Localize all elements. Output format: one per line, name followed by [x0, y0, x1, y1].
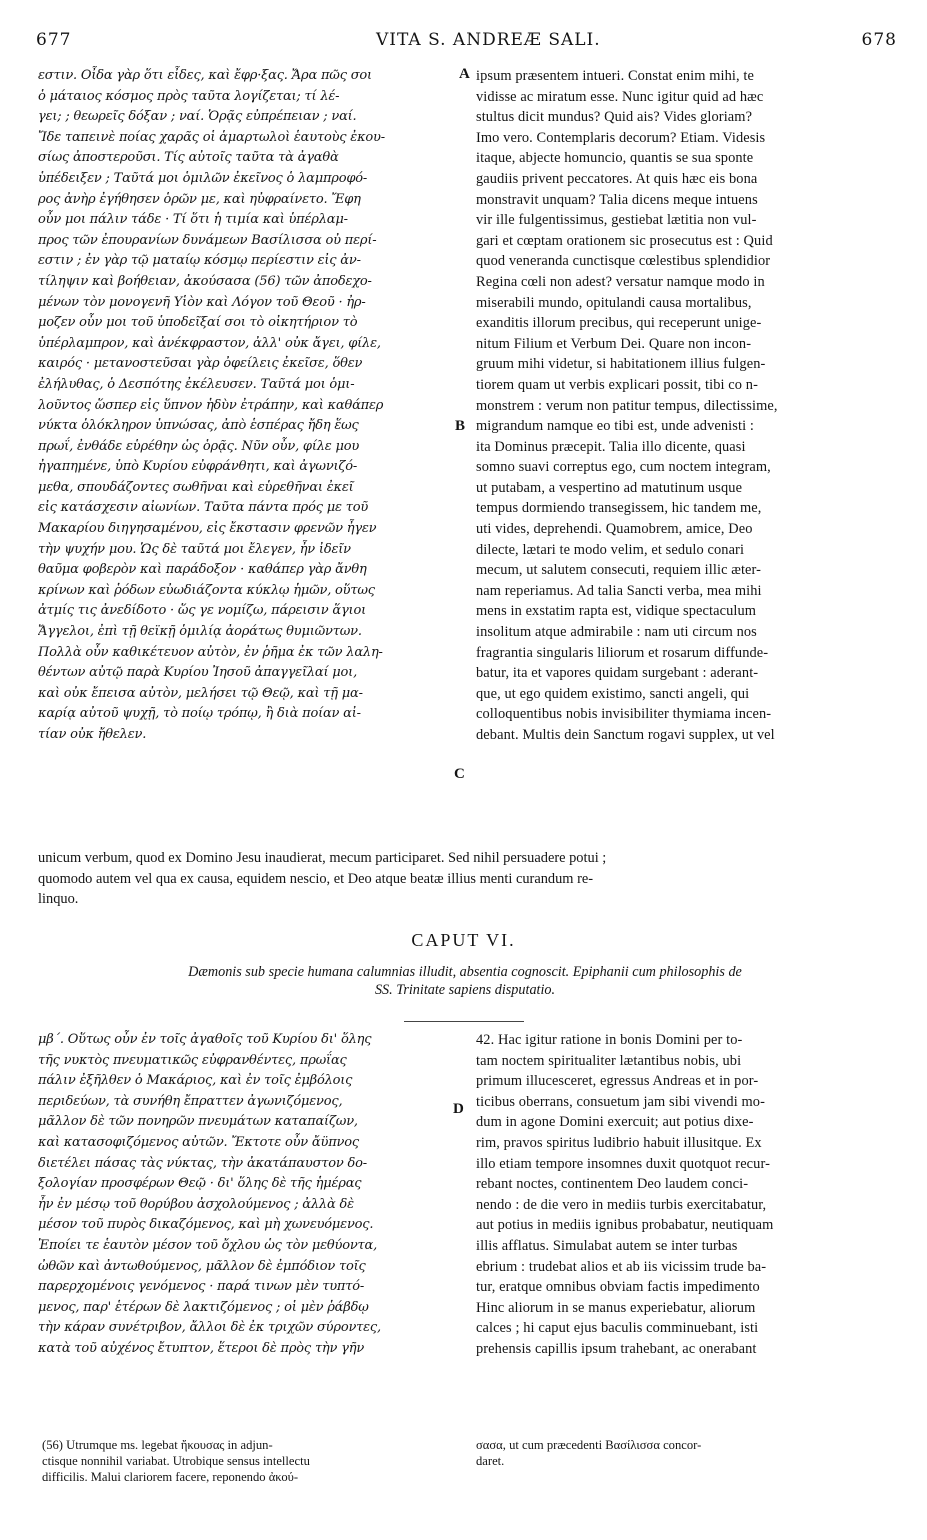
text-line: fragrantia singularis liliorum et rosarum diffunde-: [476, 644, 769, 661]
chapter-subtitle-line: Dæmonis sub specie humana calumnias illudit, absentia cognoscit. Epiphanii cum philosophis de: [188, 964, 742, 980]
chapter-title: CAPUT VI.: [411, 930, 516, 950]
text-line: rim, pravos spiritus ludibrio habuit illusitque. Ex: [476, 1134, 762, 1151]
text-line: vidisse ac miratum esse. Nunc igitur quid ad hæc: [476, 88, 764, 105]
text-line: linquo.: [38, 891, 79, 908]
text-line: μέσον τοῦ πυρὸς δικαζόμενος, καὶ μὴ χωνευόμενος.: [38, 1217, 374, 1233]
footnote-left: [42, 1437, 452, 1485]
text-line: καρίᾳ αὐτοῦ ψυχῇ, τὸ ποίῳ τρόπῳ, ἢ διὰ ποίαν αἰ-: [38, 706, 361, 722]
right-page-number: 678: [861, 30, 897, 50]
text-line: stultus dicit mundus? Quid ais? Vides gloriam?: [476, 109, 753, 126]
text-line: gruum mihi videtur, si habitationem illius fulgen-: [476, 356, 766, 373]
margin-marker-b: B: [455, 418, 466, 434]
latin-full-width-paragraph: [38, 848, 888, 910]
text-line: τὴν κάραν συνέτριβον, ἄλλοι δὲ ἐκ τριχῶν σύροντες,: [38, 1320, 381, 1336]
text-line: nam reperiamus. Ad talia Sancti verba, mea mihi: [476, 582, 762, 599]
text-line: 42. Hac igitur ratione in bonis Domini per to-: [476, 1032, 743, 1048]
text-line: illis afflatus. Simulabat autem se inter turbas: [476, 1237, 738, 1254]
text-line: dum in agone Domini exercuit; aut potius dixe-: [476, 1114, 754, 1131]
text-line: calces ; hi caput ejus baculis comminuebant, isti: [476, 1320, 759, 1337]
text-line: mecum, ut salutem consecuti, requiem illic æter-: [476, 562, 762, 579]
text-line: καὶ κατασοφιζόμενος αὐτῶν. Ἔκτοτε οὖν ἄϋπνος: [38, 1134, 359, 1150]
text-line: σασα, ut cum præcedenti Βασίλισσα concor-: [476, 1438, 702, 1452]
text-line: τίληψιν καὶ βοήθειαν, ἀκούσασα (56) τῶν ἀποδεχο-: [38, 273, 372, 289]
chapter-subtitle: [40, 963, 890, 999]
text-line: (56) Utrumque ms. legebat ἤκουσας in adjun-: [42, 1438, 273, 1452]
text-line: διετέλει πάσας τὰς νύκτας, τὴν ἀκατάπαυστον δο-: [38, 1155, 368, 1171]
text-line: somno suavi correptus ego, cum noctem integram,: [476, 459, 771, 476]
text-line: gari et cœptam orationem sic prosecutus est : Quid: [476, 232, 773, 249]
margin-marker-a: A: [459, 66, 470, 82]
text-line: πρωΐ, ἐνθάδε εὑρέθην ὡς ὁρᾷς. Νῦν οὖν, φίλε μου: [38, 438, 360, 454]
margin-marker-d: D: [453, 1101, 464, 1117]
text-line: μοζεν οὖν μοι τοῦ ὑποδεῖξαί σοι τὸ οἰκητήριον τὸ: [38, 315, 358, 331]
text-line: τὴν ψυχήν μου. Ὡς δὲ ταῦτά μοι ἔλεγεν, ἦν ἰδεῖν: [38, 541, 351, 557]
text-line: vir ille fulgentissimus, gestiebat lætitia non vul-: [476, 212, 757, 229]
text-line: ὠθῶν καὶ ἀντωθούμενος, μᾶλλον δὲ ἐμπόδιον τοῖς: [38, 1258, 366, 1274]
text-line: μᾶλλον δὲ τῶν πονηρῶν πνευμάτων καταπαίζων,: [38, 1114, 358, 1130]
margin-marker-c: C: [454, 766, 465, 782]
text-line: καιρός · μετανοστεῦσαι γὰρ ὀφείλεις ἐκεῖσε, ὅθεν: [38, 356, 363, 372]
text-line: ὑπέδειξεν ; Ταῦτά μοι ὁμιλῶν ἐκεῖνος ὁ λαμπροφό-: [38, 170, 368, 186]
text-line: prehensis capillis ipsum trahebant, ac onerabant: [476, 1340, 757, 1357]
text-line: tempus dormiendo transegissem, hic tandem me,: [476, 500, 762, 517]
text-line: aut potius in mediis ignibus probabatur, neutiquam: [476, 1217, 774, 1234]
text-line: unicum verbum, quod ex Domino Jesu inaudierat, mecum participaret. Sed nihil persuadere potui ;: [38, 850, 607, 866]
text-line: nendo : de die vero in mediis turbis exercitabatur,: [476, 1196, 767, 1213]
text-line: tam noctem spiritualiter lætantibus nobis, ubi: [476, 1052, 742, 1069]
text-line: θέντων αὐτῷ παρὰ Κυρίου Ἰησοῦ ἀπαγγεῖλαί μοι,: [38, 665, 357, 681]
text-line: daret.: [476, 1454, 505, 1468]
text-line: ita Dominus præcepit. Talia illo dicente, quasi: [476, 438, 746, 455]
text-line: πάλιν ἐξῆλθεν ὁ Μακάριος, καὶ ἐν τοῖς ἐμβόλοις: [38, 1073, 353, 1089]
text-line: ticibus oberrans, consuetum jam sibi vivendi mo-: [476, 1093, 765, 1110]
text-line: ρος ἀνὴρ ἐγήθησεν ὁρῶν με, καὶ ηὐφραίνετο. Ἔφη: [38, 191, 361, 207]
text-line: ὁ μάταιος κόσμος πρὸς ταῦτα λογίζεται; τί λέ-: [38, 88, 340, 104]
text-line: ipsum præsentem intueri. Constat enim mihi, te: [476, 68, 754, 84]
text-line: migrandum namque eo tibi est, unde advenisti :: [476, 418, 754, 435]
text-line: illo etiam tempore insomnes duxit quotquot recur-: [476, 1155, 770, 1172]
text-line: γει; ; θεωρεῖς δόξαν ; ναί. Ὁρᾷς εὐπρέπειαν ; ναί.: [38, 109, 357, 125]
left-page-number: 677: [36, 30, 72, 50]
chapter-divider: [404, 1021, 524, 1022]
running-header: [36, 30, 897, 54]
text-line: εστιν ; ἐν γὰρ τῷ ματαίῳ κόσμῳ περίεστιν εἰς ἀν-: [38, 253, 361, 269]
text-line: τῆς νυκτὸς πνευματικῶς εὐφρανθέντες, πρωΐας: [38, 1052, 347, 1068]
text-line: gaudiis privent peccatores. At quis hæc eis bona: [476, 170, 758, 187]
text-line: περιδεύων, τὰ συνήθη ἔπραττεν ἀγωνιζόμενος,: [38, 1093, 343, 1109]
text-line: Ἐποίει τε ἑαυτὸν μέσον τοῦ ὄχλου ὡς τὸν μεθύοντα,: [38, 1237, 378, 1253]
text-line: monstrem : verum non patitur tempus, dilectissime,: [476, 397, 778, 414]
greek-column-bottom: [38, 1030, 450, 1360]
chapter-subtitle-line: SS. Trinitate sapiens disputatio.: [374, 982, 556, 998]
text-line: Regina cœli non adest? versatur namque modo in: [476, 273, 765, 290]
text-line: quomodo autem vel qua ex causa, equidem nescio, et Deo atque beatæ illius menti curandum re-: [38, 870, 594, 887]
text-line: monstravit unquam? Talia dicens meque intuens: [476, 191, 758, 208]
text-line: νύκτα ὁλόκληρον ὑπνώσας, ἀπὸ ἑσπέρας ἤδη ἕως: [38, 418, 359, 434]
text-line: primum illucesceret, egressus Andreas et in por-: [476, 1073, 759, 1090]
text-line: Hinc aliorum in se manus experiebatur, aliorum: [476, 1299, 756, 1316]
text-line: que, ut ego quidem existimo, sancti angeli, qui: [476, 685, 750, 702]
text-line: nitum Filium et Verbum Dei. Quare non incon-: [476, 335, 752, 352]
text-line: ξολογίαν προσφέρων Θεῷ · δι' ὅλης δὲ τῆς ἡμέρας: [38, 1176, 362, 1192]
running-title: VITA S. ANDREÆ SALI.: [376, 30, 601, 50]
text-line: Πολλὰ οὖν καθικέτευον αὐτὸν, ἐν ῥῆμα ἐκ τῶν λαλη-: [38, 644, 383, 660]
text-line: tur, eratque omnibus obviam factis impedimento: [476, 1279, 760, 1296]
text-line: ut putabam, a vespertino ad matutinum usque: [476, 479, 743, 496]
text-line: ἦν ἐν μέσῳ τοῦ θορύβου ἀσχολούμενος ; ἀλλὰ δὲ: [38, 1196, 354, 1212]
text-line: insolitum atque admirabile : nam uti circum nos: [476, 624, 757, 641]
text-line: προς τῶν ἐπουρανίων δυνάμεων Βασίλισσα οὐ περί-: [38, 232, 377, 248]
latin-column-top: [476, 66, 892, 746]
text-line: κατὰ τοῦ αὐχένος ἔτυπτον, ἕτεροι δὲ πρὸς τὴν γῆν: [38, 1340, 365, 1356]
text-line: οὖν μοι πάλιν τάδε · Τί ὅτι ἡ τιμία καὶ ὑπέρλαμ-: [38, 212, 348, 228]
latin-column-bottom: [476, 1030, 892, 1360]
text-line: rebant noctes, continentem Deo laudem conci-: [476, 1176, 749, 1193]
text-line: tiorem quam ut verbis explicari possit, tibi co n-: [476, 376, 758, 393]
text-line: ebrium : trudebat alios et ab iis vicissim trude ba-: [476, 1258, 767, 1275]
text-line: quod veneranda cunctisque cœlestibus splendidior: [476, 253, 771, 270]
text-line: εἰς κατάσχεσιν αἰωνίων. Ταῦτα πάντα πρός με τοῦ: [38, 500, 369, 516]
text-line: uti vides, deprehendi. Quamobrem, amice, Deo: [476, 521, 753, 538]
footnote-right: [476, 1437, 892, 1469]
text-line: Ἴδε ταπεινὲ ποίας χαρᾶς οἱ ἁμαρτωλοὶ ἑαυτοὺς ἐκου-: [38, 129, 385, 145]
text-line: ctisque nonnihil variabat. Utrobique sensus intellectu: [42, 1454, 310, 1468]
text-line: Μακαρίου διηγησαμένου, εἰς ἔκστασιν φρενῶν ἦγεν: [38, 521, 377, 537]
greek-column-top: [38, 66, 450, 746]
text-line: Imo vero. Contemplaris decorum? Etiam. Videsis: [476, 129, 766, 146]
text-line: εστιν. Οἶδα γὰρ ὅτι εἶδες, καὶ ἔφρ·ξας. Ἄρα πῶς σοι: [38, 68, 372, 83]
text-line: κρίνων καὶ ῥόδων εὐωδιάζοντα κύκλῳ ἡμῶν, οὕτως: [38, 582, 375, 598]
text-line: καὶ οὐκ ἔπεισα αὐτὸν, μελήσει τῷ Θεῷ, καὶ τῇ μα-: [38, 685, 363, 701]
text-line: difficilis. Malui clariorem facere, reponendo ἀκού-: [42, 1470, 299, 1484]
text-line: ἀτμίς τις ἀνεδίδοτο · ὥς γε νομίζω, πάρεισιν ἅγιοι: [38, 603, 366, 619]
text-line: σίως ἀποστεροῦσι. Τίς αὐτοῖς ταῦτα τὰ ἀγαθὰ: [38, 150, 339, 166]
text-line: ἐλήλυθας, ὁ Δεσπότης ἐκέλευσεν. Ταῦτά μοι ὁμι-: [38, 376, 355, 392]
text-line: θαῦμα φοβερὸν καὶ παράδοξον · καθάπερ γὰρ ἄνθη: [38, 562, 367, 578]
text-line: μένων τὸν μονογενῆ Υἱὸν καὶ Λόγον τοῦ Θεοῦ · ἠρ-: [38, 294, 366, 310]
text-line: dilecte, lætari te modo velim, et sedulo conari: [476, 541, 745, 558]
text-line: itaque, abjecte homuncio, quantis se sua sponte: [476, 150, 754, 167]
text-line: μβ΄. Οὕτως οὖν ἐν τοῖς ἀγαθοῖς τοῦ Κυρίου δι' ὅλης: [38, 1032, 372, 1047]
text-line: colloquentibus nobis invisibiliter thymiama incen-: [476, 706, 772, 723]
text-line: debant. Multis dein Sanctum rogavi supplex, ut vel: [476, 727, 775, 743]
text-line: μενος, παρ' ἑτέρων δὲ λακτιζόμενος ; οἱ μὲν ῥάβδῳ: [38, 1299, 369, 1315]
text-line: μεθα, σπουδάζοντες σωθῆναι καὶ εὑρεθῆναι ἐκεῖ: [38, 479, 354, 495]
text-line: ἠγαπημένε, ὑπὸ Κυρίου εὐφράνθητι, καὶ ἀγωνιζό-: [38, 459, 358, 475]
text-line: παρερχομένοις γενόμενος · παρά τινων μὲν τυπτό-: [38, 1279, 365, 1295]
text-line: Ἄγγελοι, ἐπὶ τῇ θεϊκῇ ὁμιλίᾳ ἀοράτως θυμιῶντων.: [38, 624, 362, 640]
text-line: batur, ita et vapores quidam surgebant : aderant-: [476, 665, 759, 682]
text-line: τίαν οὐκ ἤθελεν.: [38, 727, 147, 742]
text-line: exanditis illorum precibus, qui receperunt unige-: [476, 315, 762, 332]
text-line: miserabili mundo, opitulandi causa mortalibus,: [476, 294, 752, 311]
text-line: λοῦντος ὥσπερ εἰς ὕπνον ἡδὺν ἐτράπην, καὶ καθάπερ: [38, 397, 384, 413]
text-line: mens in exstatim rapta est, vidique spectaculum: [476, 603, 757, 620]
text-line: ὑπέρλαμπρον, καὶ ἀνέκφραστον, ἀλλ' οὐκ ἄγει, φίλε,: [38, 335, 381, 351]
